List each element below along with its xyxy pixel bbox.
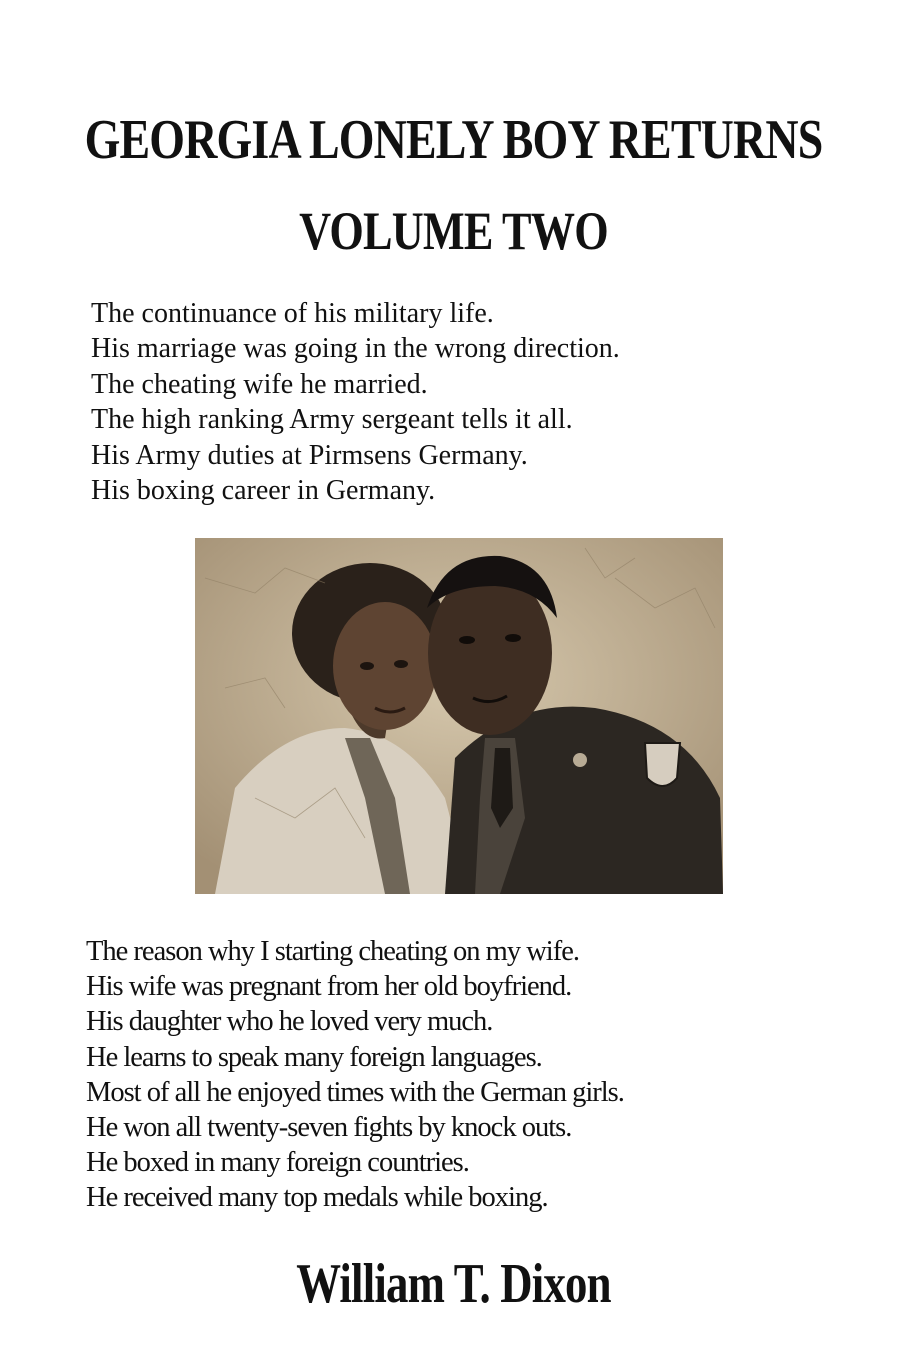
- blurb-line: He learns to speak many foreign languages.: [86, 1041, 542, 1073]
- blurb-line: Most of all he enjoyed times with the German girls.: [86, 1076, 624, 1108]
- book-title: GEORGIA LONELY BOY RETURNS: [84, 109, 823, 171]
- couple-photo: [195, 538, 723, 894]
- book-subtitle: VOLUME TWO: [299, 201, 608, 261]
- blurb-line: He won all twenty-seven fights by knock outs.: [86, 1112, 572, 1144]
- author-name: William T. Dixon: [296, 1253, 611, 1315]
- blurb-line: His daughter who he loved very much.: [86, 1006, 493, 1038]
- blurb-line: His wife was pregnant from her old boyfriend.: [86, 971, 572, 1003]
- blurb-line: His marriage was going in the wrong direction.: [91, 333, 620, 365]
- blurb-line: The reason why I starting cheating on my wife.: [86, 936, 579, 967]
- blurb-line: His Army duties at Pirmsens Germany.: [91, 439, 528, 471]
- blurb-line: The continuance of his military life.: [91, 298, 494, 329]
- blurb-bottom: [86, 934, 826, 1216]
- blurb-line: He received many top medals while boxing.: [86, 1182, 548, 1214]
- blurb-line: The high ranking Army sergeant tells it all.: [91, 404, 573, 436]
- blurb-line: The cheating wife he married.: [91, 368, 428, 400]
- blurb-line: His boxing career in Germany.: [91, 475, 436, 507]
- blurb-line: He boxed in many foreign countries.: [86, 1147, 469, 1179]
- blurb-top: [91, 296, 811, 508]
